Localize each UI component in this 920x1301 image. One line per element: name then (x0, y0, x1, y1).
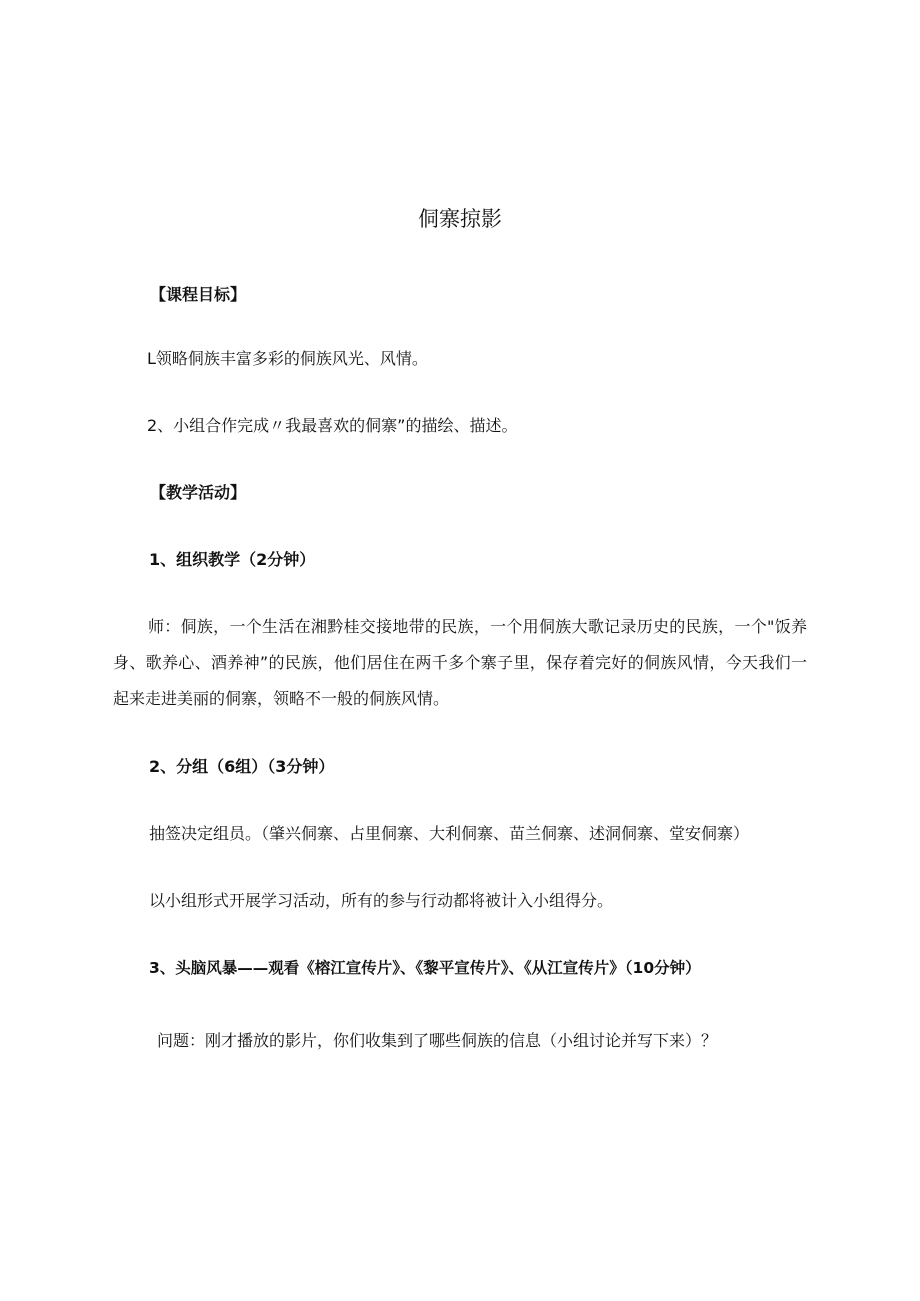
goal-item-2: 2、小组合作完成〃我最喜欢的侗寨”的描绘、描述。 (147, 416, 518, 435)
goal-item-1: L领略侗族丰富多彩的侗族风光、风情。 (147, 349, 428, 368)
step-2-heading: 2、分组（6组）（3分钟） (149, 757, 335, 776)
goals-heading: 【课程目标】 (150, 285, 247, 304)
step-2-text-grouping: 抽签决定组员。（肇兴侗寨、占里侗寨、大利侗寨、苗兰侗寨、述洞侗寨、堂安侗寨） (149, 824, 750, 843)
step-3-heading: 3、头脑风暴——观看《榕江宣传片》、《黎平宣传片》、《从江宣传片》（10分钟） (149, 959, 701, 977)
step-1-heading: 1、组织教学（2分钟） (149, 550, 316, 569)
step-3-question: 问题：刚才播放的影片，你们收集到了哪些侗族的信息（小组讨论并写下来）？ (157, 1031, 718, 1050)
page-title: 侗寨掠影 (418, 207, 502, 231)
activities-heading: 【教学活动】 (150, 483, 247, 502)
step-2-text-scoring: 以小组形式开展学习活动，所有的参与行动都将被计入小组得分。 (149, 891, 614, 910)
step-1-paragraph: 师：侗族，一个生活在湘黔桂交接地带的民族，一个用侗族大歌记录历史的民族，一个"饭养身、歌养心、酒养神”的民族，他们居住在两千多个寨子里，保存着完好的侗族风情，今天我们一起来走进美丽的侗寨，领略不一般的侗族风情。 (113, 617, 807, 708)
